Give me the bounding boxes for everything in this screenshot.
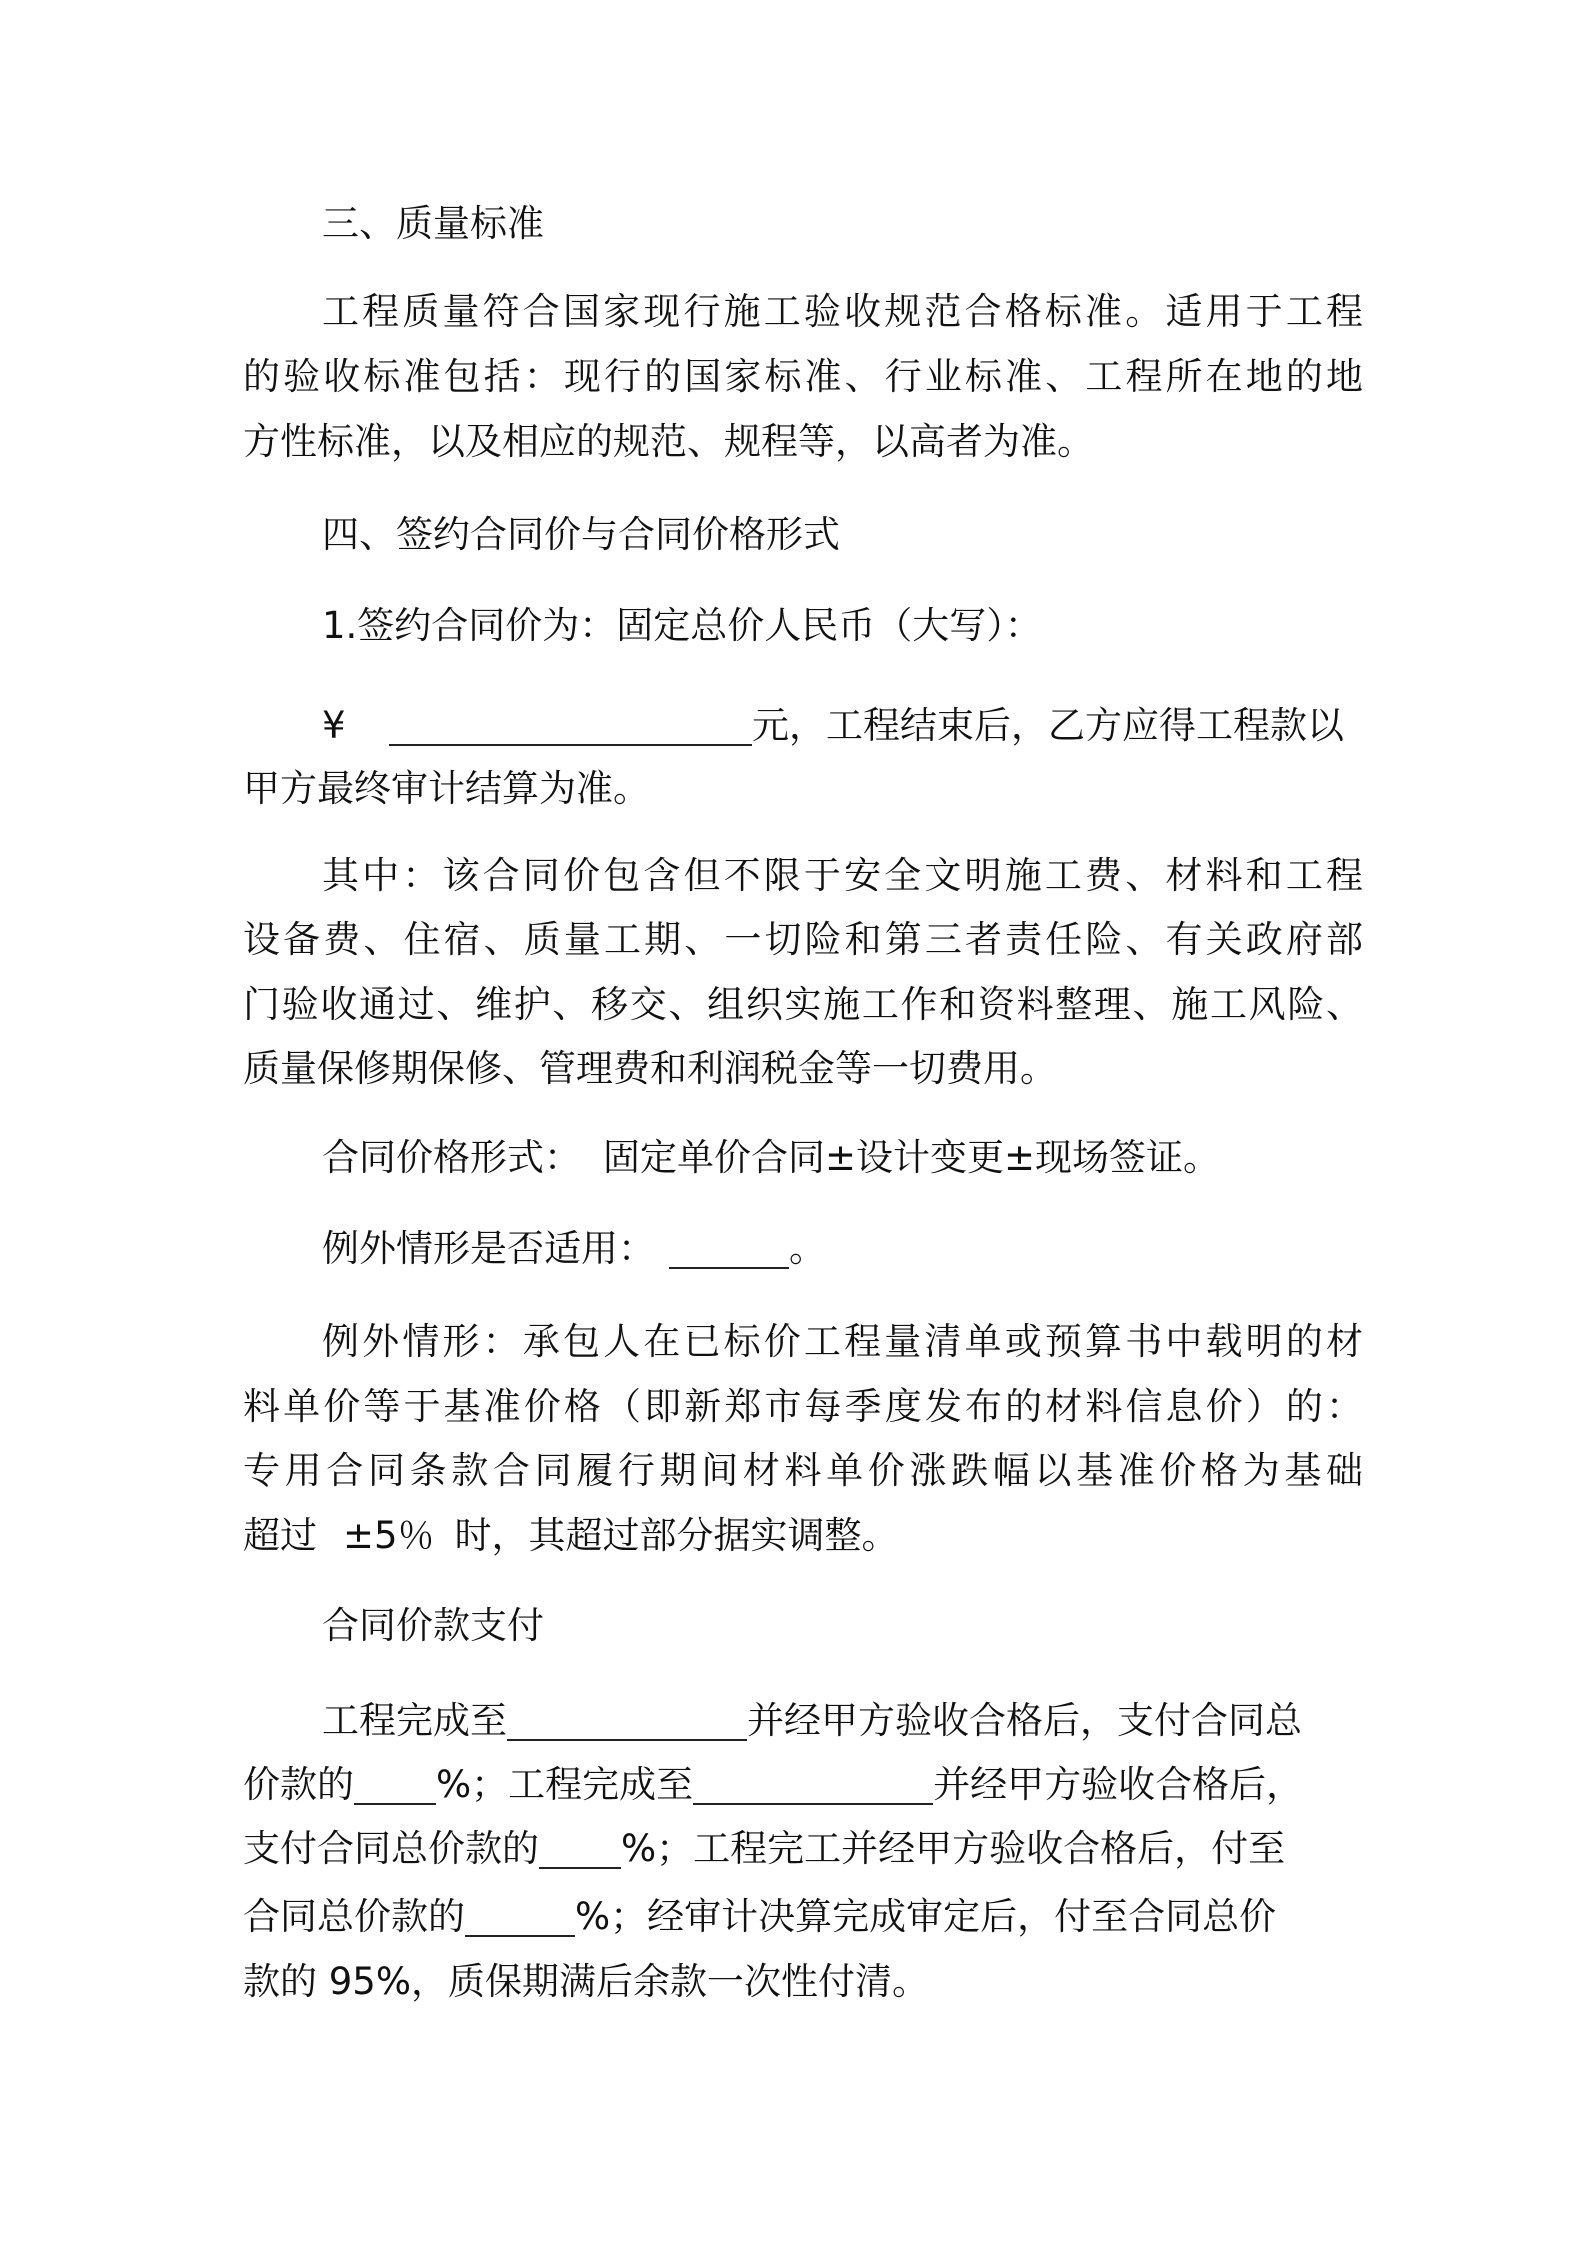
exception-question-end: 。 xyxy=(789,1227,826,1270)
includes-line-3: 门验收通过、维护、移交、组织实施工作和资料整理、施工风险、 xyxy=(243,983,1363,1026)
exception-question-label: 例外情形是否适用： xyxy=(322,1227,655,1270)
payment-line-3 xyxy=(243,1827,1363,1871)
price-line-text: 元，工程结束后，乙方应得工程款以 xyxy=(752,704,1344,747)
exception-line-3: 专用合同条款合同履行期间材料单价涨跌幅以基准价格为基础 xyxy=(243,1449,1363,1492)
payment-line-2 xyxy=(243,1763,1363,1807)
quality-paragraph-line-1: 工程质量符合国家现行施工验收规范合格标准。适用于工程 xyxy=(322,290,1363,333)
payment-line-1 xyxy=(322,1699,1442,1743)
exceed-label: 超过 xyxy=(243,1514,317,1557)
payment-text: %；工程完工并经甲方验收合格后，付至 xyxy=(621,1827,1286,1870)
payment-text: %；经审计决算完成审定后，付至合同总价 xyxy=(575,1895,1277,1938)
percent-blank xyxy=(354,1767,436,1805)
exception-line-4 xyxy=(243,1514,1363,1558)
section-4-heading: 四、签约合同价与合同价格形式 xyxy=(322,513,840,556)
exceed-percent: ±5％ xyxy=(343,1514,435,1557)
payment-text: 并经甲方验收合格后，支付合同总 xyxy=(747,1699,1302,1742)
exception-applicable-blank xyxy=(669,1231,789,1269)
percent-blank xyxy=(539,1831,621,1869)
completion-stage-blank xyxy=(693,1767,933,1805)
includes-line-4: 质量保修期保修、管理费和利润税金等一切费用。 xyxy=(243,1047,1057,1090)
payment-line-4 xyxy=(243,1895,1363,1939)
payment-text: 价款的 xyxy=(243,1763,354,1806)
payment-heading: 合同价款支付 xyxy=(322,1604,544,1647)
section-3-heading: 三、质量标准 xyxy=(322,202,544,245)
includes-line-1: 其中：该合同价包含但不限于安全文明施工费、材料和工程 xyxy=(322,854,1363,897)
exception-line-2: 料单价等于基准价格（即新郑市每季度发布的材料信息价）的： xyxy=(243,1385,1363,1428)
quality-paragraph-line-3: 方性标准，以及相应的规范、规程等，以高者为准。 xyxy=(243,420,1094,463)
payment-line-5: 款的 95%，质保期满后余款一次性付清。 xyxy=(243,1960,929,2003)
completion-stage-blank xyxy=(507,1703,747,1741)
price-form-line xyxy=(322,1136,1442,1180)
percent-blank xyxy=(465,1899,575,1937)
exception-line-1: 例外情形：承包人在已标价工程量清单或预算书中载明的材 xyxy=(322,1320,1363,1363)
exceed-rest: 时，其超过部分据实调整。 xyxy=(454,1514,899,1557)
contract-price-label: 1.签约合同价为：固定总价人民币（大写）： xyxy=(322,604,1042,647)
payment-text: 并经甲方验收合格后， xyxy=(933,1763,1304,1806)
payment-text: %；工程完成至 xyxy=(436,1763,694,1806)
contract-price-line xyxy=(322,704,1363,748)
payment-text: 工程完成至 xyxy=(322,1699,507,1742)
price-amount-blank xyxy=(389,708,752,746)
includes-line-2: 设备费、住宿、质量工期、一切险和第三者责任险、有关政府部 xyxy=(243,918,1363,961)
payment-text: 支付合同总价款的 xyxy=(243,1827,539,1870)
payment-text: 合同总价款的 xyxy=(243,1895,465,1938)
exception-question-line xyxy=(322,1227,1442,1271)
price-line-2: 甲方最终审计结算为准。 xyxy=(243,767,650,810)
price-form-label: 合同价格形式： xyxy=(322,1136,581,1179)
quality-paragraph-line-2: 的验收标准包括：现行的国家标准、行业标准、工程所在地的地 xyxy=(243,355,1363,398)
yen-symbol: ¥ xyxy=(322,704,346,747)
price-form-value: 固定单价合同±设计变更±现场签证。 xyxy=(603,1136,1221,1179)
